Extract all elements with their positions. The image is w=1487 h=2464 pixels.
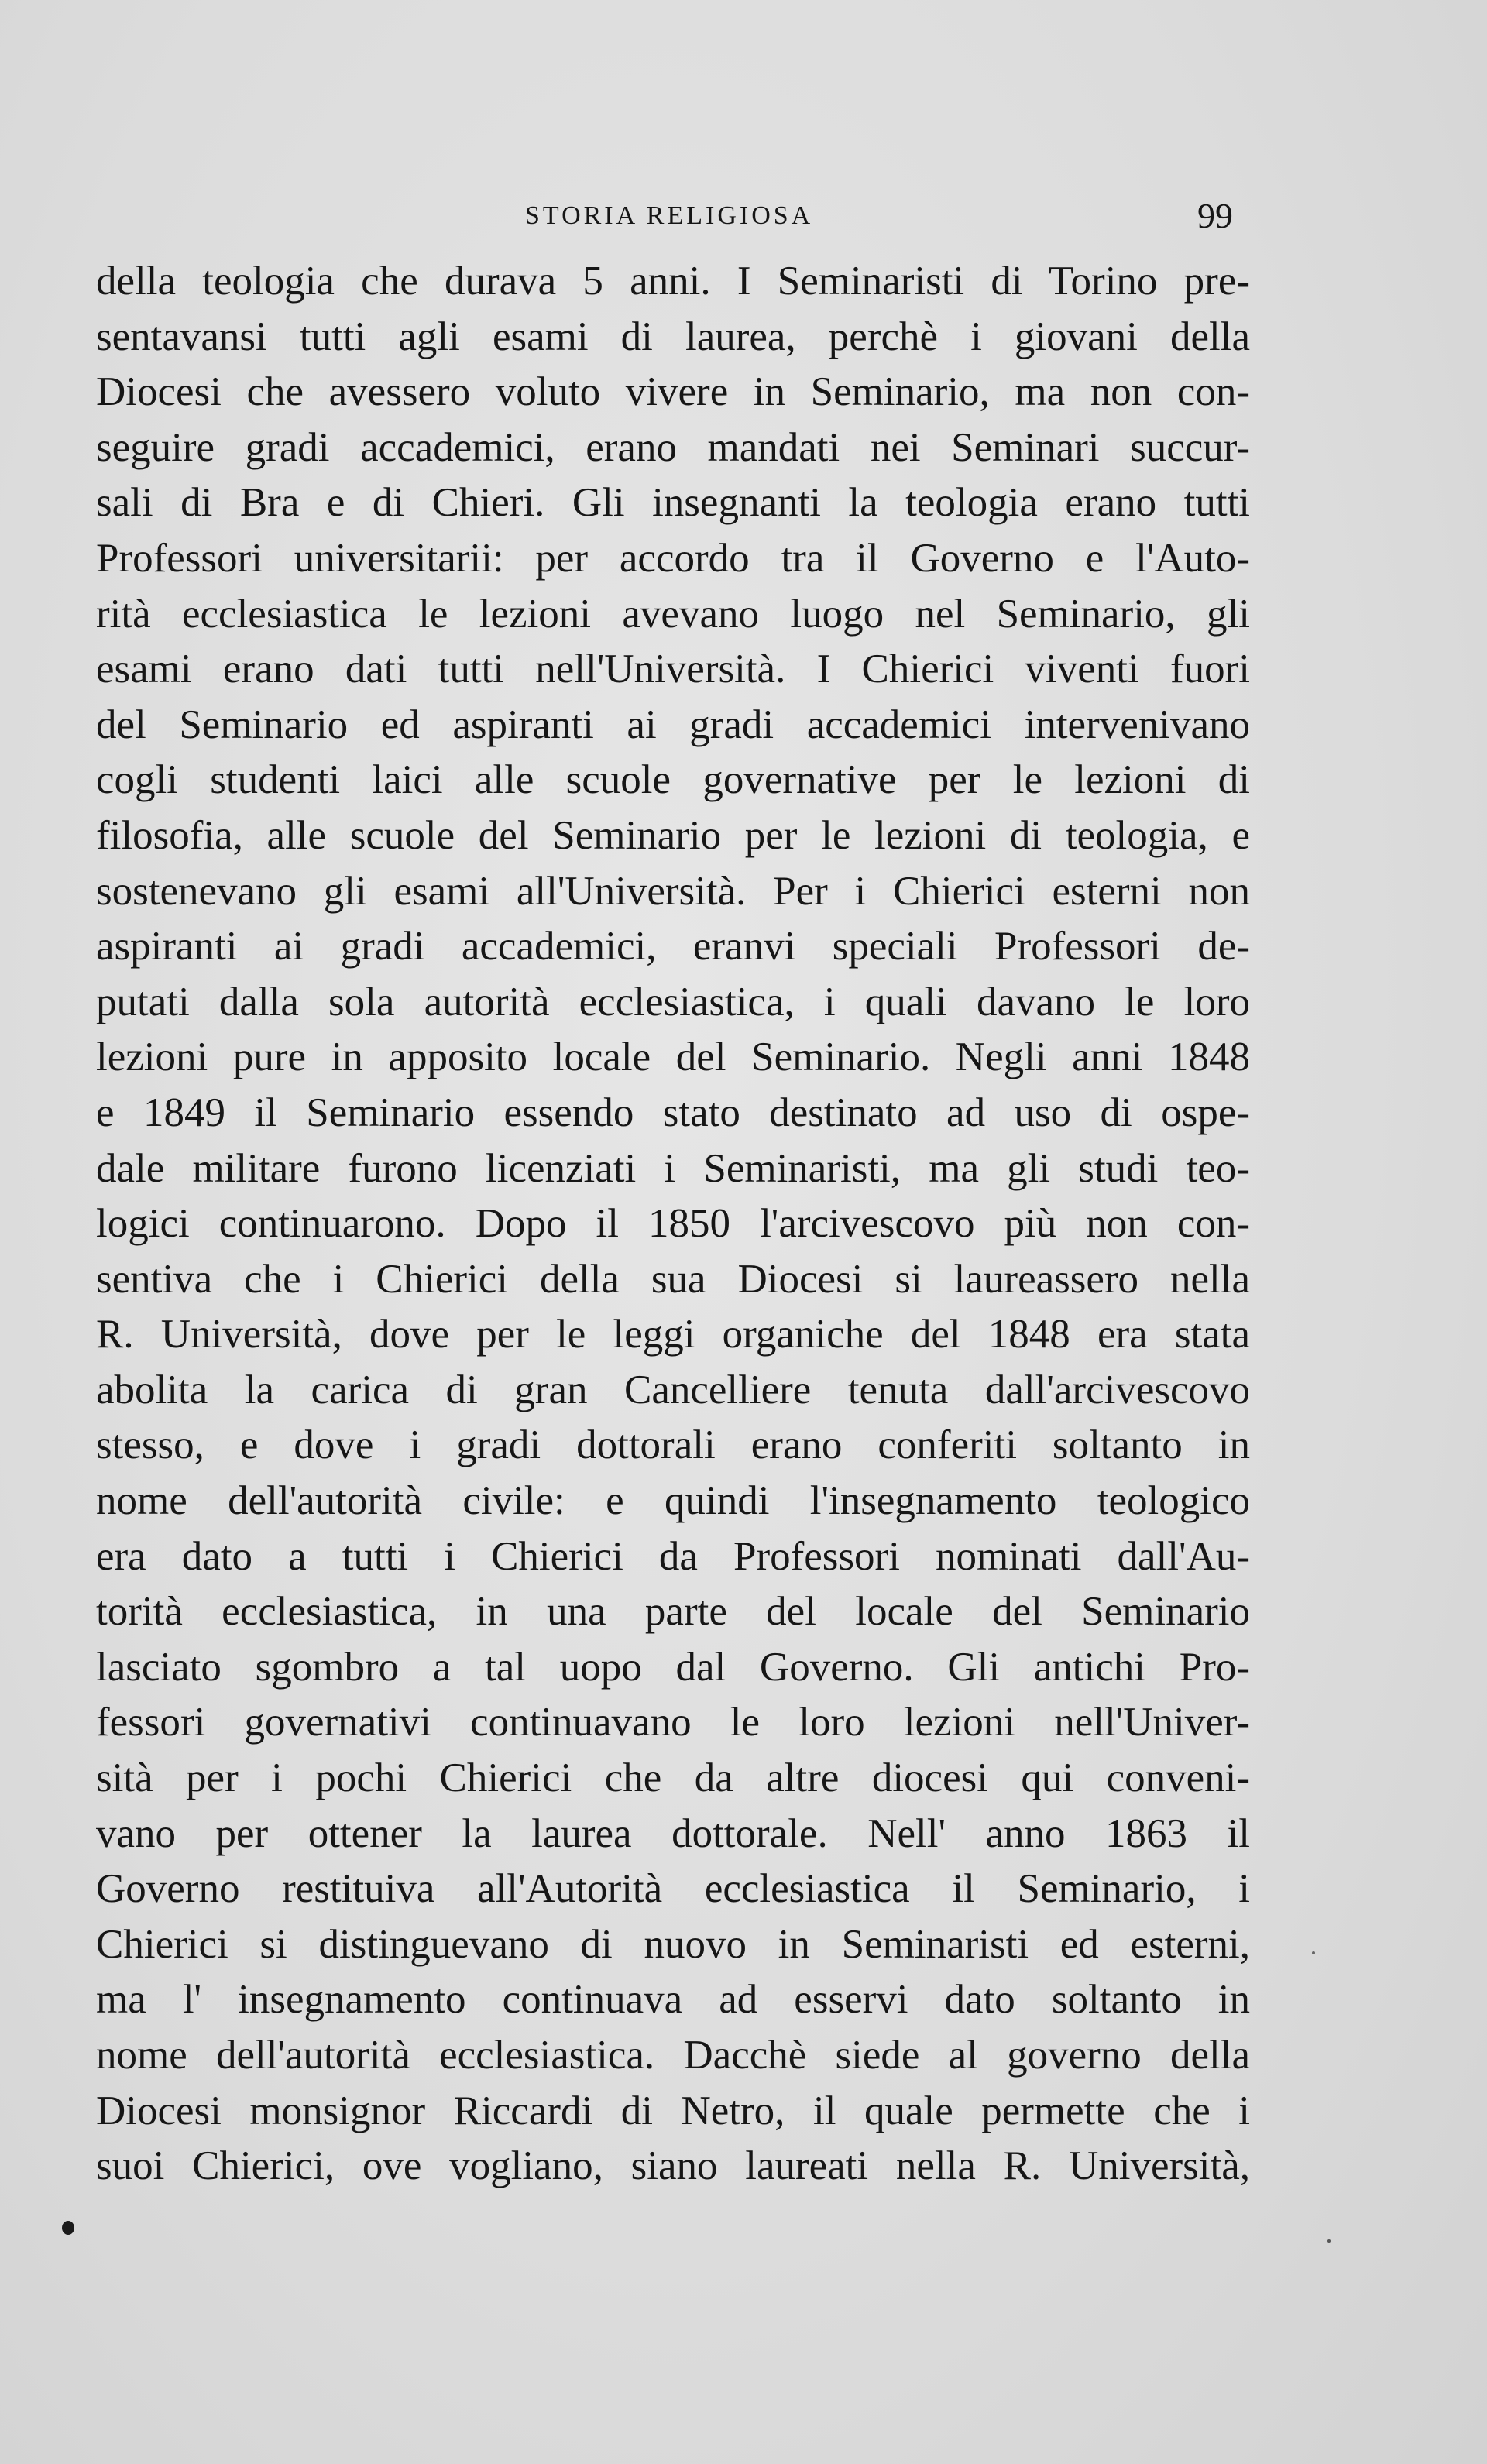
- text-line: sali di Bra e di Chieri. Gli insegnanti la teologia erano tutti: [96, 480, 1250, 526]
- text-line: Diocesi monsignor Riccardi di Netro, il quale permette che i: [96, 2088, 1250, 2133]
- text-line: R. Università, dove per le leggi organiche del 1848 era stata: [96, 1312, 1250, 1357]
- text-line: sità per i pochi Chierici che da altre diocesi qui conveni-: [96, 1755, 1250, 1801]
- text-line: fessori governativi continuavano le loro lezioni nell'Univer-: [96, 1700, 1250, 1745]
- text-line: ma l' insegnamento continuava ad esservi dato soltanto in: [96, 1977, 1250, 2023]
- text-line: putati dalla sola autorità ecclesiastica, i quali davano le loro: [96, 979, 1250, 1024]
- text-line: dale militare furono licenziati i Seminaristi, ma gli studi teo-: [96, 1145, 1250, 1191]
- text-line: seguire gradi accademici, erano mandati nei Seminari succur-: [96, 424, 1250, 470]
- text-line: sentavansi tutti agli esami di laurea, perchè i giovani della: [96, 314, 1250, 359]
- text-line: lezioni pure in apposito locale del Seminario. Negli anni 1848: [96, 1035, 1250, 1080]
- text-line: vano per ottener la laurea dottorale. Nell' anno 1863 il: [96, 1810, 1250, 1856]
- text-line: cogli studenti laici alle scuole governative per le lezioni di: [96, 757, 1250, 803]
- ink-speck: [1312, 1951, 1315, 1954]
- text-line: Diocesi che avessero voluto vivere in Seminario, ma non con-: [96, 369, 1250, 415]
- text-line: Chierici si distinguevano di nuovo in Seminaristi ed esterni,: [96, 1921, 1250, 1967]
- text-line: abolita la carica di gran Cancelliere tenuta dall'arcivescovo: [96, 1367, 1250, 1412]
- text-line: stesso, e dove i gradi dottorali erano conferiti soltanto in: [96, 1422, 1250, 1468]
- text-line: Professori universitarii: per accordo tra il Governo e l'Auto-: [96, 535, 1250, 581]
- page-header: [0, 195, 1487, 242]
- text-line: era dato a tutti i Chierici da Professori nominati dall'Au-: [96, 1533, 1250, 1579]
- ink-speck: [62, 2221, 74, 2235]
- text-line: logici continuarono. Dopo il 1850 l'arcivescovo più non con-: [96, 1201, 1250, 1247]
- page-number: 99: [1197, 196, 1233, 235]
- text-line: suoi Chierici, ove vogliano, siano laureati nella R. Università,: [96, 2143, 1250, 2189]
- body-text: [96, 254, 1250, 2195]
- text-line: aspiranti ai gradi accademici, eranvi speciali Professori de-: [96, 924, 1250, 969]
- text-line: lasciato sgombro a tal uopo dal Governo. Gli antichi Pro-: [96, 1644, 1250, 1690]
- text-line: nome dell'autorità civile: e quindi l'insegnamento teologico: [96, 1478, 1250, 1524]
- text-line: Governo restituiva all'Autorità ecclesiastica il Seminario, i: [96, 1866, 1250, 1912]
- text-line: esami erano dati tutti nell'Università. I Chierici viventi fuori: [96, 647, 1250, 692]
- text-line: torità ecclesiastica, in una parte del locale del Seminario: [96, 1589, 1250, 1635]
- text-line: filosofia, alle scuole del Seminario per le lezioni di teologia, e: [96, 812, 1250, 858]
- running-title: STORIA RELIGIOSA: [525, 201, 814, 230]
- text-line: e 1849 il Seminario essendo stato destinato ad uso di ospe-: [96, 1090, 1250, 1135]
- text-line: sentiva che i Chierici della sua Diocesi si laureassero nella: [96, 1256, 1250, 1302]
- text-line: sostenevano gli esami all'Università. Per i Chierici esterni non: [96, 868, 1250, 914]
- ink-speck: [1327, 2239, 1331, 2243]
- text-line: rità ecclesiastica le lezioni avevano luogo nel Seminario, gli: [96, 591, 1250, 637]
- text-line: della teologia che durava 5 anni. I Seminaristi di Torino pre-: [96, 259, 1250, 304]
- text-line: del Seminario ed aspiranti ai gradi accademici intervenivano: [96, 702, 1250, 747]
- text-line: nome dell'autorità ecclesiastica. Dacchè siede al governo della: [96, 2033, 1250, 2078]
